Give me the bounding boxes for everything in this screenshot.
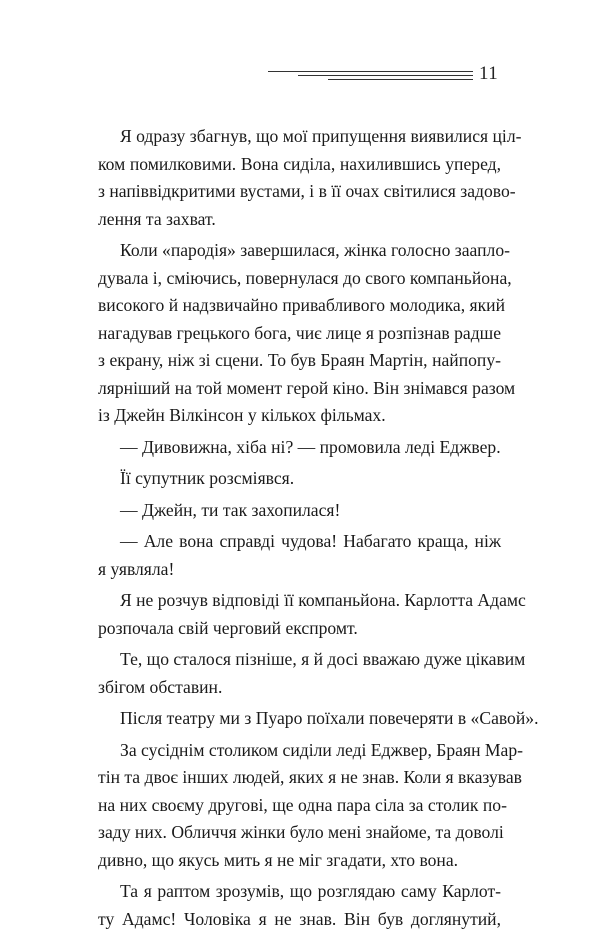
- text-line: розпочала свій черговий експромт.: [98, 615, 501, 643]
- text-line: дувала і, сміючись, повернулася до свого компаньйона,: [98, 265, 501, 293]
- paragraph: [98, 878, 501, 933]
- running-header: [268, 62, 518, 92]
- text-line: збігом обставин.: [98, 674, 501, 702]
- text-line: — Але вона справді чудова! Набагато краща, ніж: [98, 528, 501, 556]
- paragraph: [98, 434, 501, 462]
- text-line: з напіввідкритими вустами, і в її очах світилися задово-: [98, 178, 501, 206]
- paragraph: [98, 646, 501, 701]
- paragraph: [98, 528, 501, 583]
- text-line: дивно, що якусь мить я не міг згадати, хто вона.: [98, 847, 501, 875]
- text-line: високого й надзвичайно привабливого молодика, який: [98, 292, 501, 320]
- paragraph: [98, 123, 501, 233]
- text-line: лярніший на той момент герой кіно. Він знімався разом: [98, 375, 501, 403]
- text-line: заду них. Обличчя жінки було мені знайоме, та доволі: [98, 819, 501, 847]
- text-line: ту Адамс! Чоловіка я не знав. Він був доглянутий,: [98, 906, 501, 933]
- text-line: із Джейн Вілкінсон у кількох фільмах.: [98, 402, 501, 430]
- text-line: на них своєму другові, ще одна пара сіла за столик по-: [98, 792, 501, 820]
- text-line: Те, що сталося пізніше, я й досі вважаю дуже цікавим: [98, 646, 501, 674]
- paragraph: [98, 465, 501, 493]
- paragraph: [98, 497, 501, 525]
- text-line: нагадував грецького бога, чиє лице я розпізнав радше: [98, 320, 501, 348]
- text-line: Після театру ми з Пуаро поїхали повечеряти в «Савой».: [98, 705, 501, 733]
- text-line: ком помилковими. Вона сиділа, нахилившись уперед,: [98, 151, 501, 179]
- paragraph: [98, 237, 501, 430]
- page-number: 11: [479, 62, 498, 86]
- text-line: Її супутник розсміявся.: [98, 465, 501, 493]
- paragraph: [98, 705, 501, 733]
- text-line: — Дивовижна, хіба ні? — промовила леді Еджвер.: [98, 434, 501, 462]
- text-line: тін та двоє інших людей, яких я не знав. Коли я вказував: [98, 764, 501, 792]
- text-line: Я одразу збагнув, що мої припущення виявилися ціл-: [98, 123, 501, 151]
- text-line: з екрану, ніж зі сцени. То був Браян Мартін, найпопу-: [98, 347, 501, 375]
- text-line: лення та захват.: [98, 206, 501, 234]
- paragraph: [98, 587, 501, 642]
- header-decorative-rules: [268, 68, 473, 88]
- text-line: я уявляла!: [98, 556, 501, 584]
- body-text: [98, 123, 501, 933]
- text-line: За сусіднім столиком сиділи леді Еджвер, Браян Мар-: [98, 737, 501, 765]
- paragraph: [98, 737, 501, 875]
- text-line: Я не розчув відповіді її компаньйона. Карлотта Адамс: [98, 587, 501, 615]
- text-line: Коли «пародія» завершилася, жінка голосно зааплo-: [98, 237, 501, 265]
- text-line: Та я раптом зрозумів, що розглядаю саму Карлот-: [98, 878, 501, 906]
- text-line: — Джейн, ти так захопилася!: [98, 497, 501, 525]
